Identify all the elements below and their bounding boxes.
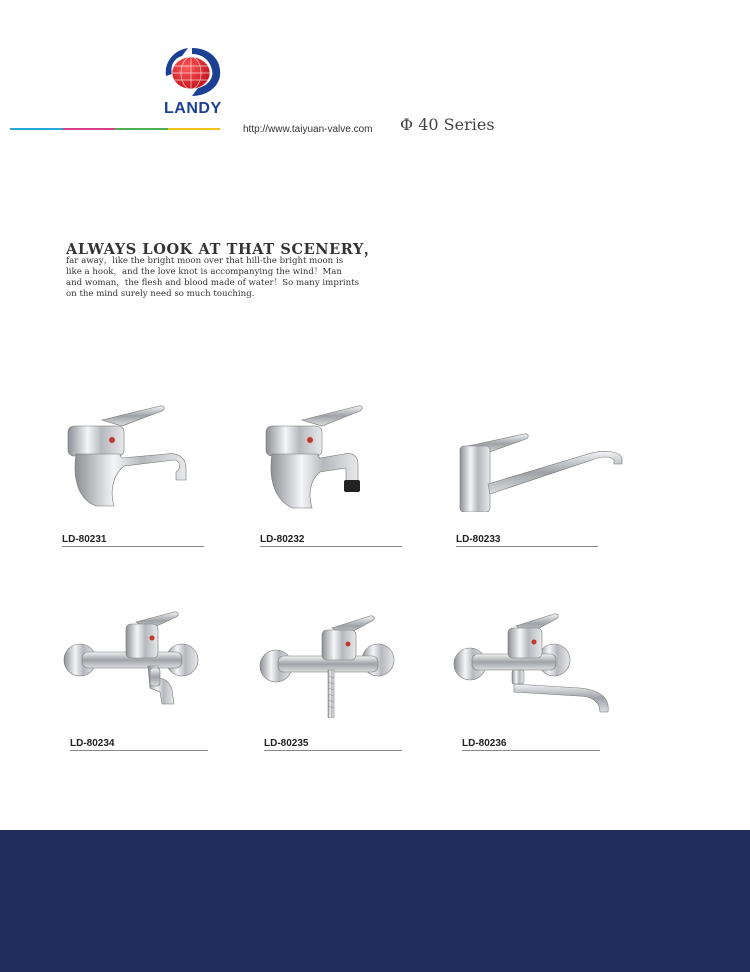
- intro-line: far away，like the bright moon over that hill-the bright moon is: [66, 256, 344, 266]
- product-code-underline: [260, 546, 402, 547]
- product-code: LD-80232: [260, 534, 305, 545]
- intro-line: and woman，the flesh and blood made of water！So many imprints: [66, 278, 360, 288]
- bath-shower-mixer-icon: [62, 608, 212, 718]
- product-code-underline: [62, 546, 204, 547]
- intro-line: like a hook，and the love knot is accompanying the wind！Man: [66, 267, 342, 277]
- product-card[interactable]: [456, 402, 616, 545]
- product-code: LD-80234: [70, 738, 115, 749]
- website-url[interactable]: http://www.taiyuan-valve.com: [243, 124, 373, 135]
- series-title: Φ 40 Series: [400, 115, 495, 134]
- brand-name: LANDY: [164, 100, 222, 117]
- brand-color-stripe: [10, 128, 220, 130]
- shower-mixer-icon: [256, 608, 406, 718]
- product-code: LD-80233: [456, 534, 501, 545]
- intro-line: on the mind surely need so much touching.: [66, 289, 255, 299]
- product-card[interactable]: [260, 402, 420, 545]
- product-card[interactable]: [62, 608, 222, 748]
- product-code-underline: [264, 750, 402, 751]
- product-code-underline: [462, 750, 600, 751]
- product-code: LD-80236: [462, 738, 507, 749]
- wall-sink-mixer-icon: [450, 608, 620, 718]
- product-code-underline: [70, 750, 208, 751]
- bidet-mixer-icon: [260, 402, 400, 512]
- product-code-underline: [456, 546, 598, 547]
- basin-mixer-icon: [62, 402, 202, 512]
- sink-mixer-long-spout-icon: [456, 402, 626, 512]
- footer-band: [0, 830, 750, 972]
- product-card[interactable]: [62, 402, 222, 545]
- product-code: LD-80231: [62, 534, 107, 545]
- intro-paragraph: [66, 256, 360, 300]
- product-card[interactable]: [256, 608, 416, 748]
- product-card[interactable]: [450, 608, 610, 748]
- product-code: LD-80235: [264, 738, 309, 749]
- intro-headline: ALWAYS LOOK AT THAT SCENERY，: [66, 241, 380, 258]
